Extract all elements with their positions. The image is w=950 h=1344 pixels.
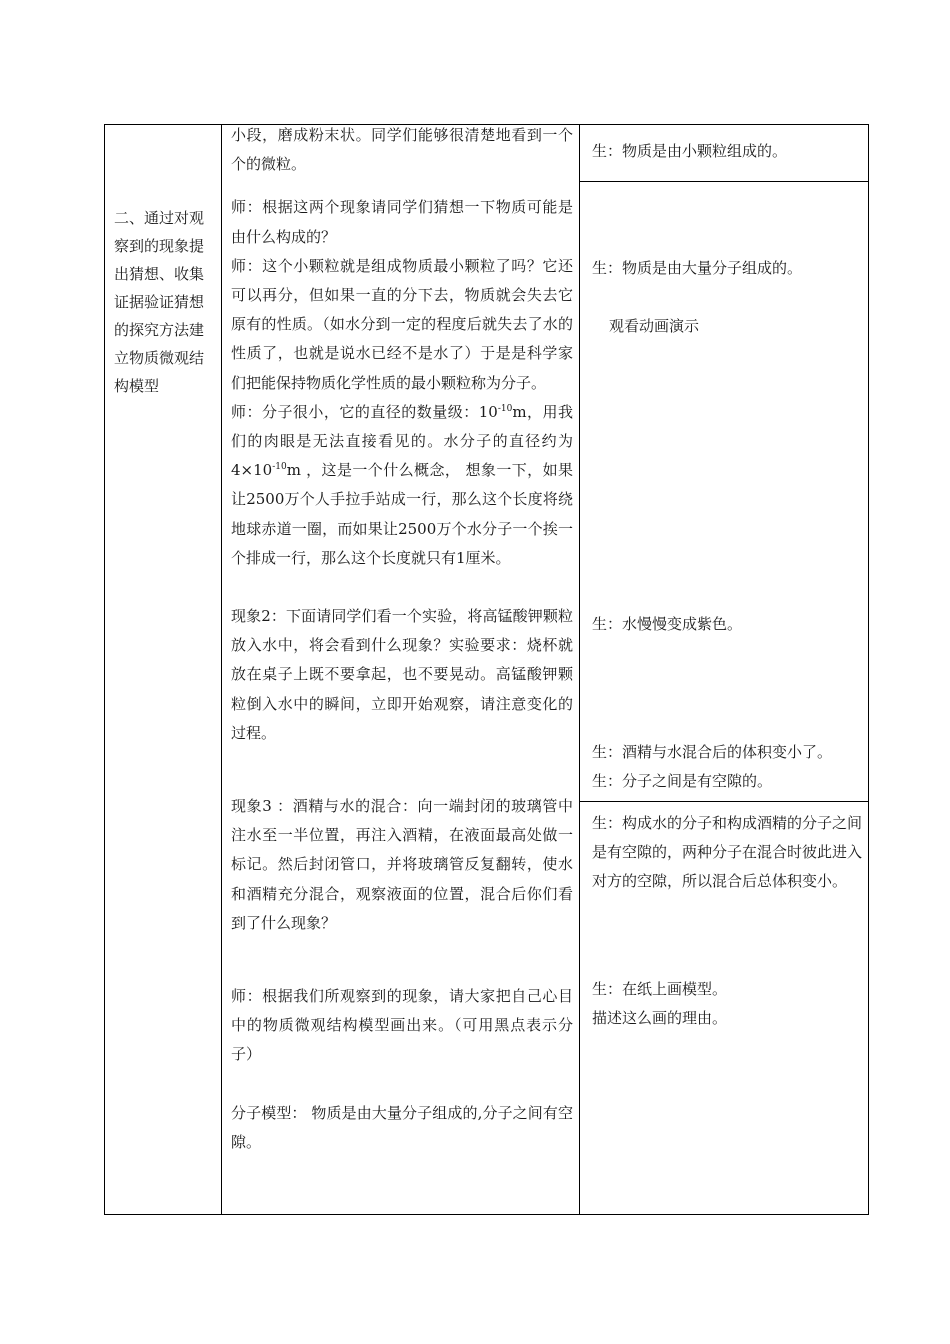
teacher-paragraph-4 bbox=[231, 398, 573, 573]
student-response-8-cell bbox=[592, 975, 862, 1033]
student-response-1-cell bbox=[592, 137, 862, 166]
column-divider-2 bbox=[579, 125, 580, 1214]
student-response-4-cell bbox=[592, 610, 862, 639]
lesson-table bbox=[104, 124, 869, 1215]
student-response-4: 生：水慢慢变成紫色。 bbox=[592, 615, 743, 633]
teacher-paragraph-4-part-b: m，用我们的肉眼是无法直接看见的。水分子的直径约为4×10 bbox=[231, 402, 573, 480]
teacher-paragraph-7: 师：根据我们所观察到的现象，请大家把自己心目中的物质微观结构模型画出来。（可用黑点表示分子） bbox=[231, 987, 573, 1064]
section-title-cell bbox=[114, 204, 210, 400]
teacher-paragraph-4-part-c: m ，这是一个什么概念， 想象一下，如果让2500万个人手拉手站成一行，那么这个长度将绕地球赤道一圈，而如果让2500万个水分子一个挨一个排成一行，那么这个长度就只有1厘米。 bbox=[231, 461, 573, 567]
student-response-7: 生：构成水的分子和构成酒精的分子之间是有空隙的，两种分子在混合时彼此进入对方的空隙，所以混合后总体积变小。 bbox=[592, 814, 863, 891]
exponent-2: -10 bbox=[272, 462, 287, 473]
student-response-7-cell bbox=[592, 809, 862, 897]
column-divider-1 bbox=[221, 125, 222, 1214]
teacher-paragraph-3: 师：这个小颗粒就是组成物质最小颗粒了吗？它还可以再分，但如果一直的分下去，物质就会失去它原有的性质。（如水分到一定的程度后就失去了水的性质了，也就是说水已经不是水了）于是是科学家们把能保持物质化学性质的最小颗粒称为分子。 bbox=[231, 256, 573, 392]
student-response-3-cell bbox=[592, 312, 879, 341]
teacher-activity-cell bbox=[231, 121, 573, 1157]
teacher-paragraph-6: 现象3 ：酒精与水的混合：向一端封闭的玻璃管中注水至一半位置，再注入酒精，在液面最高处做一标记。然后封闭管口，并将玻璃管反复翻转，使水和酒精充分混合，观察液面的位置，混合后你们看到了什么现象？ bbox=[231, 797, 573, 932]
student-response-2: 生：物质是由大量分子组成的。 bbox=[592, 259, 803, 277]
teacher-paragraph-5: 现象2：下面请同学们看一个实验，将高锰酸钾颗粒放入水中，将会看到什么现象？实验要求：烧杯就放在桌子上既不要拿起，也不要晃动。高锰酸钾颗粒倒入水中的瞬间，立即开始观察，请注意变化的过程。 bbox=[231, 607, 573, 742]
student-response-8: 生：在纸上画模型。 bbox=[592, 980, 728, 998]
teacher-paragraph-2: 师：根据这两个现象请同学们猜想一下物质可能是由什么构成的？ bbox=[231, 198, 573, 246]
student-response-5: 生：酒精与水混合后的体积变小了。 bbox=[592, 743, 833, 761]
teacher-paragraph-1: 小段，磨成粉末状。同学们能够很清楚地看到一个个的微粒。 bbox=[231, 126, 573, 174]
student-response-9: 描述这么画的理由。 bbox=[592, 1009, 728, 1028]
row-divider-middle bbox=[579, 801, 868, 802]
teacher-paragraph-8: 分子模型： 物质是由大量分子组成的,分子之间有空隙。 bbox=[231, 1103, 573, 1151]
section-title: 二、通过对观察到的现象提出猜想、收集证据验证猜想的探究方法建立物质微观结构模型 bbox=[114, 209, 205, 395]
student-response-1: 生：物质是由小颗粒组成的。 bbox=[592, 142, 788, 160]
student-response-3: 观看动画演示 bbox=[609, 317, 700, 335]
student-response-5-cell bbox=[592, 738, 862, 796]
exponent-1: -10 bbox=[497, 403, 513, 414]
teacher-paragraph-4-part-a: 师：分子很小，它的直径的数量级：10 bbox=[231, 402, 498, 421]
student-response-6: 生：分子之间是有空隙的。 bbox=[592, 772, 773, 791]
row-divider-top bbox=[579, 181, 868, 182]
student-response-2-cell bbox=[592, 254, 862, 283]
